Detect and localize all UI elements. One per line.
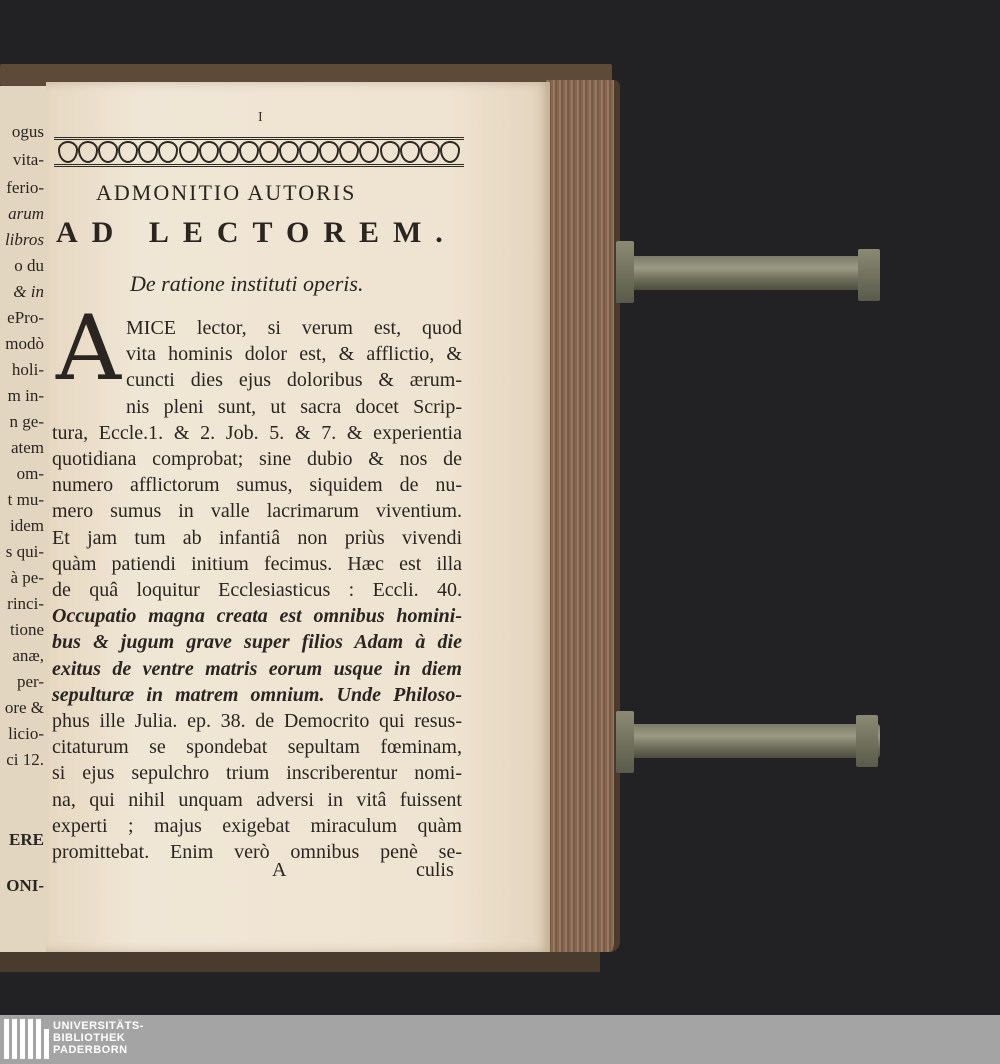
text-line: experti ; majus exigebat miraculum quàm (52, 815, 462, 837)
ornament-band (54, 137, 464, 167)
text-line: nis pleni sunt, ut sacra docet Scrip- (126, 396, 462, 418)
left-page-fragment: s qui- (5, 542, 44, 561)
left-page-fragment: arum (8, 204, 44, 223)
left-page-fragment: t mu- (7, 490, 44, 509)
left-page-fragment: idem (10, 516, 44, 535)
left-page-fragment: ONI- (6, 876, 44, 895)
book-fore-edge (546, 80, 620, 952)
text-line: citaturum se spondebat sepultam fœminam, (52, 736, 462, 758)
left-page-fragment: rinci- (7, 594, 44, 613)
text-line: na, qui nihil unquam adversi in vitâ fuissent (52, 789, 462, 811)
text-line: mero sumus in valle lacrimarum viventium. (52, 500, 462, 522)
text-line: quotidiana comprobat; sine dubio & nos de (52, 448, 462, 470)
left-page-fragment: libros (4, 230, 44, 249)
text-line: tura, Eccle.1. & 2. Job. 5. & 7. & experientia (52, 422, 462, 444)
library-logo-icon (4, 1019, 49, 1059)
left-page-fragment: ore & (4, 698, 44, 717)
text-line: MICE lector, si verum est, quod (126, 317, 462, 339)
left-page-fragment: ogus (11, 122, 44, 141)
heading-line-1: ADMONITIO AUTORIS (96, 180, 357, 205)
left-page-fragment: vita- (12, 150, 44, 169)
left-page-fragment: n ge- (9, 412, 44, 431)
library-name-line-1: UNIVERSITÄTS- (53, 1020, 144, 1032)
text-line: de quâ loquitur Ecclesiasticus : Eccli. 40. (52, 579, 462, 601)
left-page-fragment: o du (14, 256, 44, 275)
left-page-fragment: tione (10, 620, 44, 639)
left-page-fragment: om- (16, 464, 44, 483)
text-line: Occupatio magna creata est omnibus homini- (52, 605, 462, 627)
left-page-fragment: anæ, (12, 646, 44, 665)
left-page-fragment: m in- (7, 386, 44, 405)
left-page-fragment: licio- (8, 724, 44, 743)
left-page-fragment: ferio- (6, 178, 44, 197)
library-footer (0, 1015, 1000, 1064)
text-line: bus & jugum grave super filios Adam à die (52, 631, 462, 653)
left-page-fragment: ci 12. (6, 750, 44, 769)
library-name-line-2: BIBLIOTHEK (53, 1032, 126, 1044)
text-line: promittebat. Enim verò omnibus penè se- (52, 841, 462, 863)
library-name (53, 1020, 144, 1056)
left-page-fragment: modò (5, 334, 44, 353)
left-page-fragment: ePro- (7, 308, 44, 327)
signature-mark: A (272, 859, 287, 881)
right-page (46, 82, 550, 952)
left-page-fragment: ERE (9, 830, 44, 849)
text-line: phus ille Julia. ep. 38. de Democrito qui resus- (52, 710, 462, 732)
text-line: cuncti dies ejus doloribus & ærum- (126, 369, 462, 391)
heading-line-2: AD LECTOREM. (56, 216, 457, 249)
left-page-fragment: holi- (11, 360, 44, 379)
page-mark: I (258, 110, 263, 125)
catchword: culis (416, 859, 454, 881)
chapter-subtitle: De ratione instituti operis. (130, 271, 364, 296)
left-page-margin (0, 86, 51, 952)
left-page-fragment: à pe- (10, 568, 44, 587)
library-name-line-3: PADERBORN (53, 1044, 128, 1056)
text-line: Et jam tum ab infantiâ non priùs vivendi (52, 527, 462, 549)
text-line: quàm patiendi initium fecimus. Hæc est illa (52, 553, 462, 575)
text-line: exitus de ventre matris eorum usque in diem (52, 658, 462, 680)
left-page-fragment: atem (10, 438, 44, 457)
drop-cap-initial: A (56, 296, 121, 401)
text-line: numero afflictorum sumus, siquidem de nu- (52, 474, 462, 496)
text-line: si ejus sepulchro trium inscriberentur nomi- (52, 762, 462, 784)
left-page-fragment: per- (16, 672, 44, 691)
text-line: vita hominis dolor est, & afflictio, & (126, 343, 462, 365)
text-line: sepulturæ in matrem omnium. Unde Philoso- (52, 684, 462, 706)
left-page-fragment: & in (13, 282, 44, 301)
